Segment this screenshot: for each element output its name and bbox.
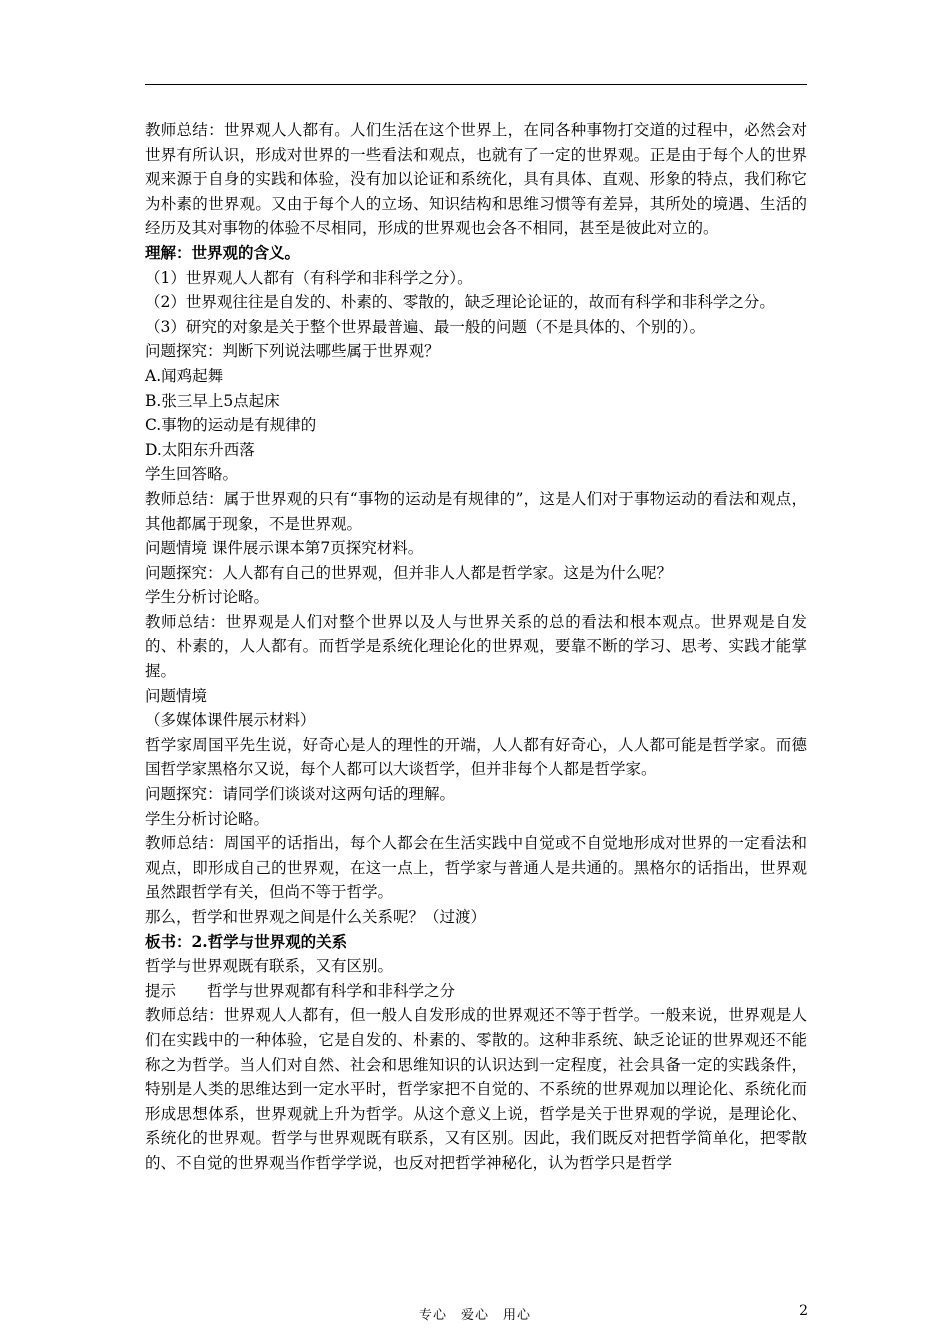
paragraph: C.事物的运动是有规律的 <box>145 416 317 435</box>
paragraph: 教师总结：世界观人人都有，但一般人自发形成的世界观还不等于哲学。一般来说，世界观是人们在实践中的一种体验，它是自发的、朴素的、零散的。这种非系统、缺乏论证的世界观还不能称之为哲学。当人们对自然、社会和思维知识的认识达到一定程度，社会具备一定的实践条件，特别是人类的思维达到一定水平时，哲学家把不自觉的、不系统的世界观加以理论化、系统化而形成思想体系，世界观就上升为哲学。从这个意义上说，哲学是关于世界观的学说，是理论化、系统化的世界观。哲学与世界观既有联系，又有区别。因此，我们既反对把哲学简单化，把零散的、不自觉的世界观当作哲学学说，也反对把哲学神秘化，认为哲学只是哲学 <box>145 1006 807 1172</box>
paragraph: 那么，哲学和世界观之间是什么关系呢？（过渡） <box>145 908 487 926</box>
paragraph: 学生回答略。 <box>145 465 239 484</box>
paragraph: 问题探究：判断下列说法哪些属于世界观？ <box>145 342 440 361</box>
paragraph: 学生分析讨论略。 <box>145 588 270 607</box>
paragraph: D.太阳东升西落 <box>145 440 255 459</box>
paragraph: 问题探究：人人都有自己的世界观，但并非人人都是哲学家。这是为什么呢？ <box>145 563 673 582</box>
paragraph: A.闻鸡起舞 <box>145 366 224 385</box>
paragraph: B.张三早上5点起床 <box>145 391 280 410</box>
paragraph: 教师总结：属于世界观的只有“事物的运动是有规律的”，这是人们对于事物运动的看法和观点，其他都属于现象，不是世界观。 <box>145 489 807 533</box>
paragraph: 教师总结：世界观人人都有。人们生活在这个世界上，在同各种事物打交道的过程中，必然会对世界有所认识，形成对世界的一些看法和观点，也就有了一定的世界观。正是由于每个人的世界观来源于自身的实践和体验，没有加以论证和系统化，具有具体、直观、形象的特点，我们称它为朴素的世界观。又由于每个人的立场、知识结构和思维习惯等有差异，其所处的境遇、生活的经历及其对事物的体验不尽相同，形成的世界观也会各不相同，甚至是彼此对立的。 <box>145 121 807 238</box>
paragraph: 学生分析讨论略。 <box>145 809 270 828</box>
paragraph: 教师总结：周国平的话指出，每个人都会在生活实践中自觉或不自觉地形成对世界的一定看法和观点，即形成自己的世界观，在这一点上，哲学家与普通人是共通的。黑格尔的话指出，世界观虽然跟哲学有关，但尚不等于哲学。 <box>145 834 807 902</box>
paragraph: （2）世界观往往是自发的、朴素的、零散的，缺乏理论论证的，故而有科学和非科学之分。 <box>145 293 775 312</box>
paragraph: （多媒体课件展示材料） <box>145 711 316 730</box>
paragraph: （1）世界观人人都有（有科学和非科学之分）。 <box>145 268 473 287</box>
document-body <box>145 118 807 1176</box>
paragraph: 问题情境 <box>145 686 208 705</box>
paragraph: 问题情境 课件展示课本第7页探究材料。 <box>145 539 424 558</box>
paragraph: （3）研究的对象是关于整个世界最普遍、最一般的问题（不是具体的、个别的）。 <box>145 317 706 336</box>
section-heading: 理解：世界观的含义。 <box>145 242 301 262</box>
page-number: 2 <box>799 1303 808 1319</box>
paragraph: 哲学家周国平先生说，好奇心是人的理性的开端，人人都有好奇心，人人都可能是哲学家。而德国哲学家黑格尔又说，每个人都可以大谈哲学，但并非每个人都是哲学家。 <box>145 735 807 779</box>
section-heading: 板书：2.哲学与世界观的关系 <box>145 931 348 951</box>
paragraph: 问题探究：请同学们谈谈对这两句话的理解。 <box>145 785 456 804</box>
paragraph: 哲学与世界观既有联系，又有区别。 <box>145 957 394 976</box>
paragraph: 提示 哲学与世界观都有科学和非科学之分 <box>145 981 456 1000</box>
paragraph: 教师总结：世界观是人们对整个世界以及人与世界关系的总的看法和根本观点。世界观是自发的、朴素的，人人都有。而哲学是系统化理论化的世界观，要靠不断的学习、思考、实践才能掌握。 <box>145 612 807 681</box>
footer-motto: 专心 爱心 用心 <box>418 1308 531 1323</box>
header-rule <box>145 84 807 85</box>
